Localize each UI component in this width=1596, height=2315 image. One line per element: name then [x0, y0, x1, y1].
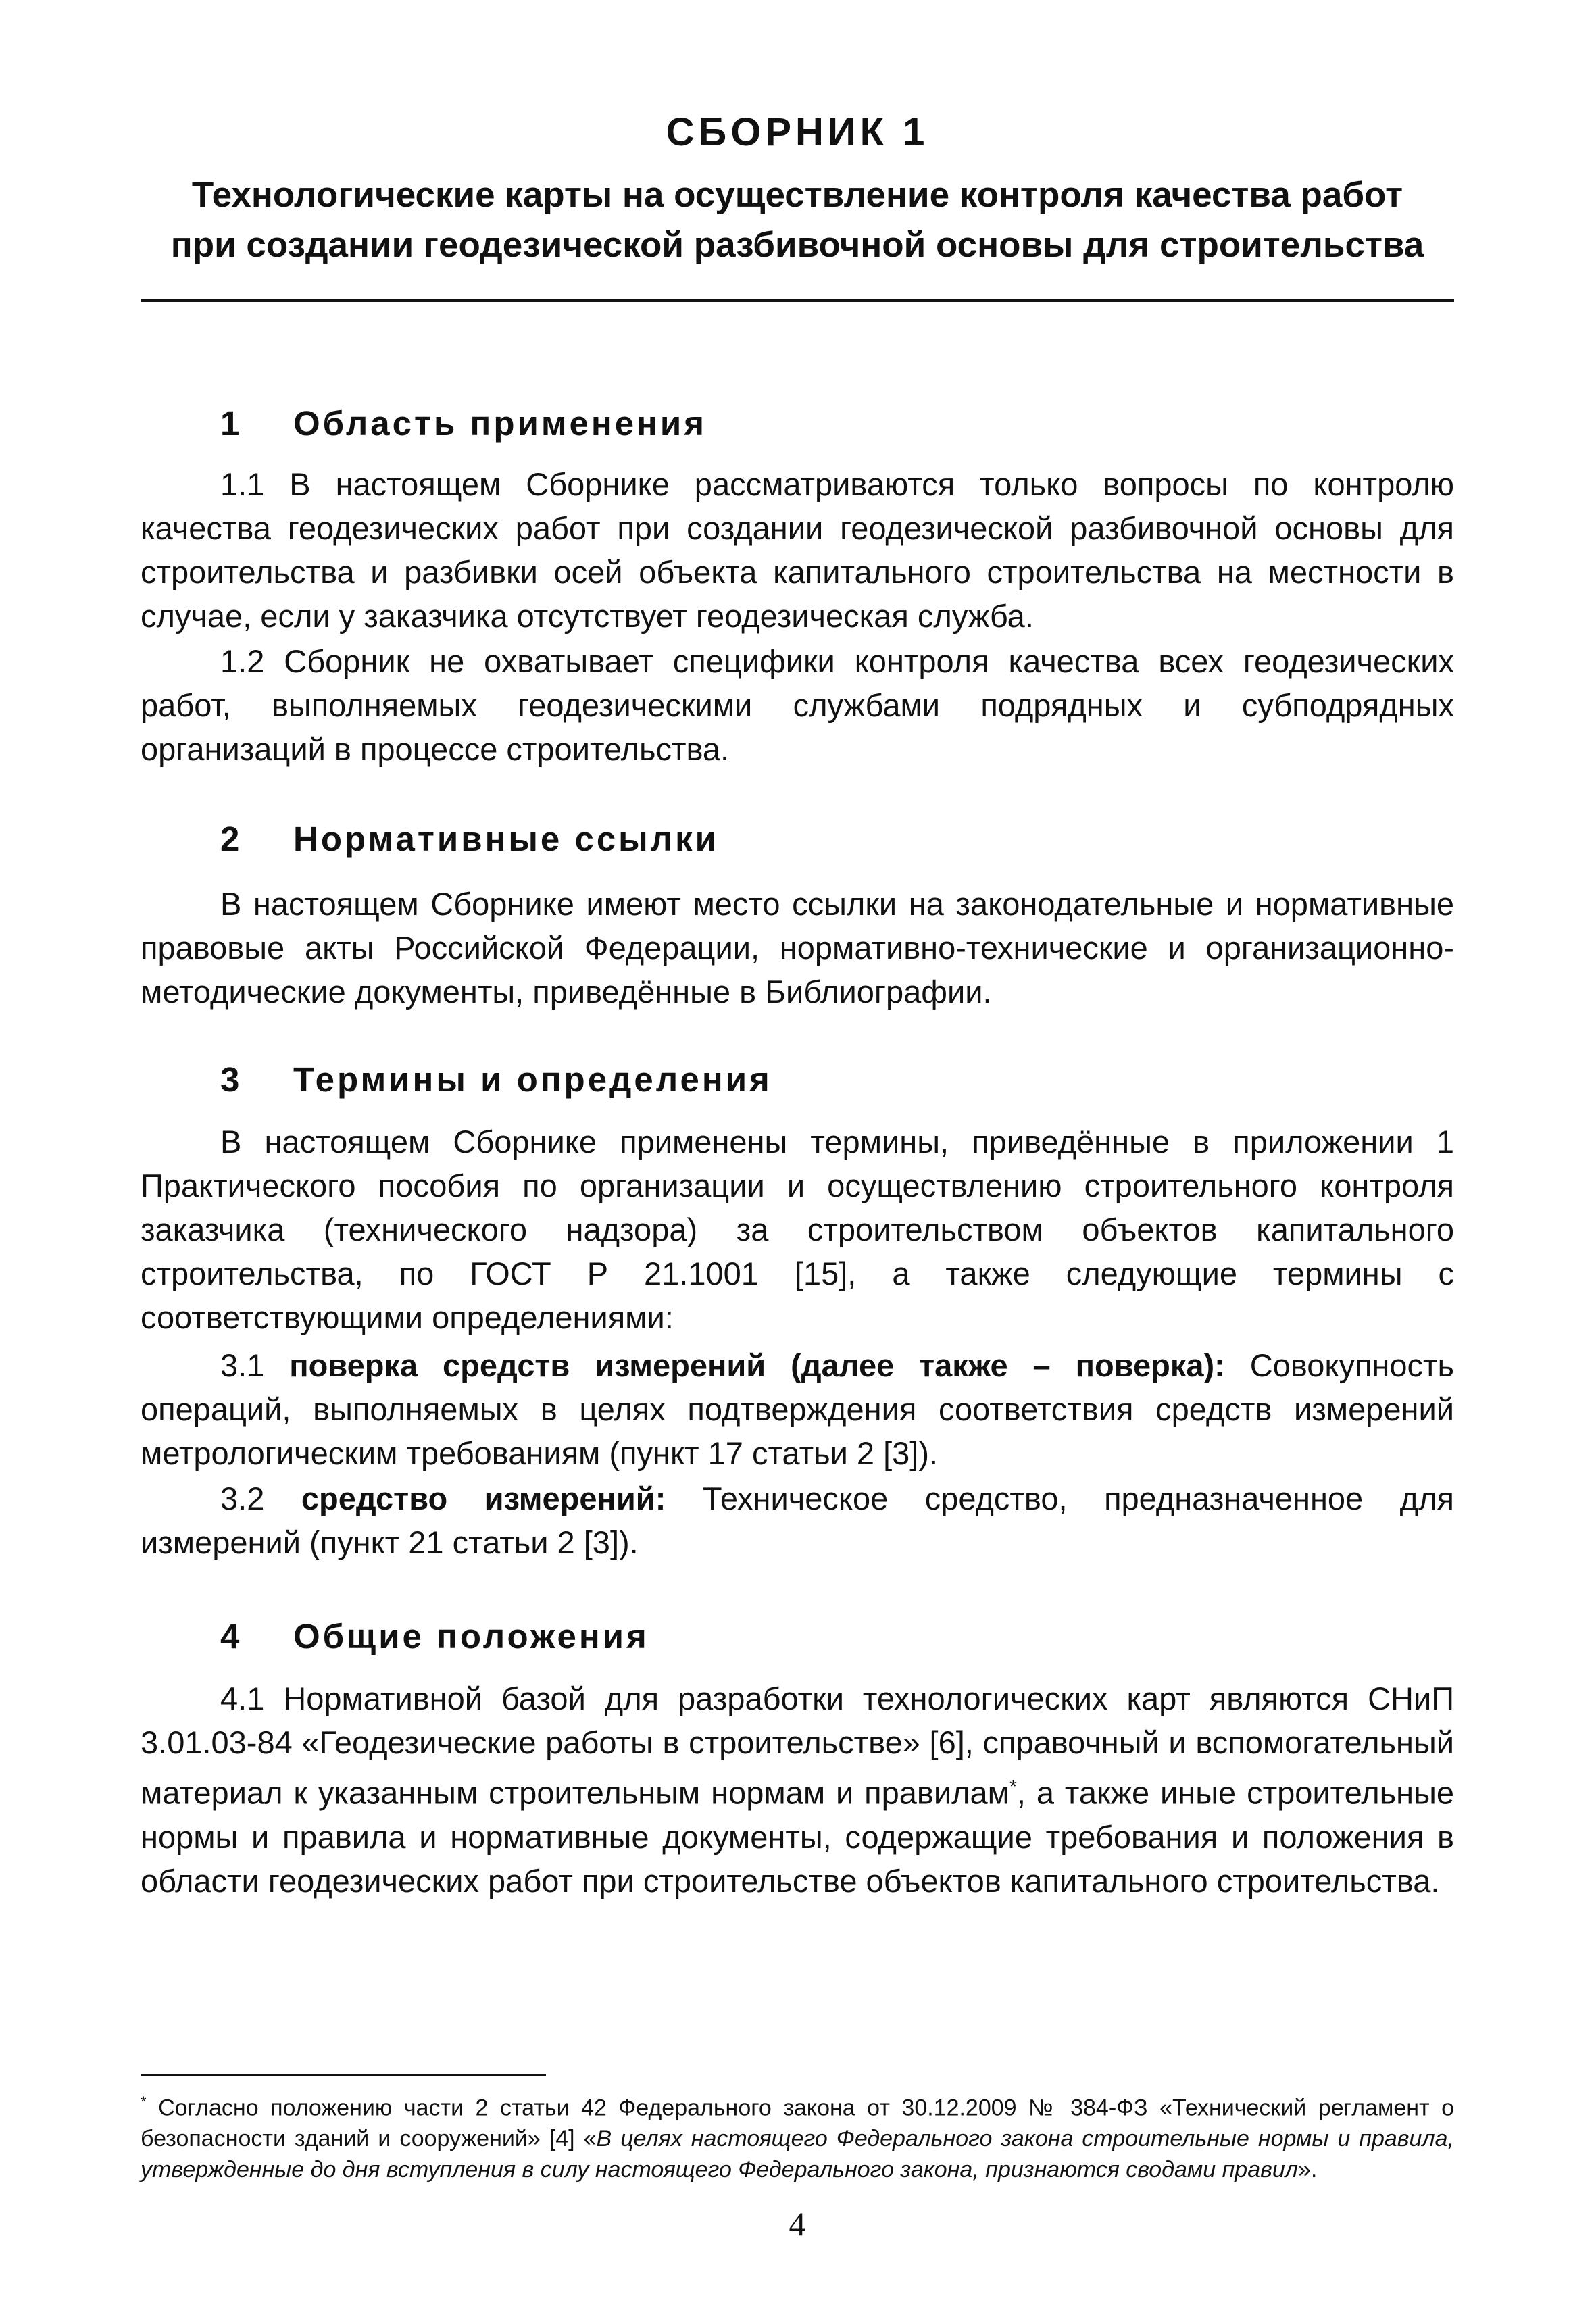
section-heading-4 — [220, 1615, 649, 1658]
section-number: 1 — [220, 404, 243, 443]
section-heading-2 — [220, 818, 719, 861]
subtitle-line-1: Технологические карты на осуществление контроля качества работ — [191, 175, 1403, 215]
section-title: Область применения — [293, 404, 707, 443]
collection-title: СБОРНИК 1 — [666, 110, 929, 154]
footnote: * Согласно положению части 2 статьи 42 Федерального закона от 30.12.2009 № 384-ФЗ «Технический регламент о безопасности зданий и сооружений» [4] «В целях настоящего Федерального закона строительные нормы и правила, утвержденные до дня вступления в силу настоящего Федерального закона, признаются сводами правил». — [141, 2093, 1454, 2183]
footnote-divider — [141, 2074, 546, 2076]
paragraph-3: В настоящем Сборнике применены термины, приведённые в приложении 1 Практического пособия по организации и осуществлению строительного контроля заказчика (технического надзора) за строительством объектов капитального строительства, по ГОСТ Р 21.1001 [15], а также следующие термины с соответствующими определениями: — [141, 1124, 1454, 1335]
term-3-1 — [141, 1343, 1454, 1475]
section-title: Нормативные ссылки — [293, 820, 720, 858]
section-number: 3 — [220, 1060, 243, 1099]
section-number: 2 — [220, 820, 243, 858]
section-title: Общие положения — [293, 1617, 649, 1656]
collection-subtitle — [141, 170, 1454, 270]
page-number: 4 — [789, 2205, 806, 2243]
paragraph-1-1: 1.1 В настоящем Сборнике рассматриваются только вопросы по контролю качества геодезических работ при создании геодезической разбивочной основы для строительства и разбивки осей объекта капитального строительства на местности в случае, если у заказчика отсутствует геодезическая служба. — [141, 466, 1454, 634]
section-number: 4 — [220, 1617, 243, 1656]
term-definition: Совокупность операций, выполняемых в целях подтверждения соответствия средств измерений метрологическим требованиям (пункт 17 статьи 2 [3]). — [141, 1347, 1455, 1471]
footnote-quote: В целях настоящего Федерального закона строительные нормы и правила, утвержденные до дня вступления в силу настоящего Федерального закона, признаются сводами правил — [141, 2126, 1454, 2183]
section-heading-1 — [220, 402, 707, 445]
footnote-mark: * — [141, 2093, 147, 2110]
term-name: средство измерений: — [301, 1480, 666, 1516]
term-number: 3.1 — [220, 1347, 265, 1383]
term-3-2 — [141, 1476, 1454, 1564]
section-heading-3 — [220, 1058, 772, 1101]
paragraph-4-1: 4.1 Нормативной базой для разработки технологических карт являются СНиП 3.01.03-84 «Геодезические работы в строительстве» [6], справочный и вспомогательный материал к указанным строительным нормам и правилам*, а также иные строительные нормы и правила и нормативные документы, содержащие требования и положения в области геодезических работ при строительстве объектов капитального строительства. — [141, 1681, 1454, 1899]
paragraph-1-2: 1.2 Сборник не охватывает специфики контроля качества всех геодезических работ, выполняемых геодезическими службами подрядных и субподрядных организаций в процессе строительства. — [141, 643, 1454, 767]
footnote-reference[interactable]: * — [1009, 1776, 1017, 1797]
subtitle-line-2: при создании геодезической разбивочной основы для строительства — [170, 225, 1424, 265]
title-divider — [141, 299, 1454, 302]
section-title: Термины и определения — [293, 1060, 772, 1099]
term-definition: Техническое средство, предназначенное для измерений (пункт 21 статьи 2 [3]). — [141, 1480, 1454, 1560]
paragraph-2: В настоящем Сборнике имеют место ссылки на законодательные и нормативные правовые акты Российской Федерации, нормативно-технические и организационно-методические документы, приведённые в Библиографии. — [141, 886, 1454, 1010]
term-name: поверка средств измерений (далее также – поверка): — [289, 1347, 1225, 1383]
term-number: 3.2 — [220, 1480, 265, 1516]
